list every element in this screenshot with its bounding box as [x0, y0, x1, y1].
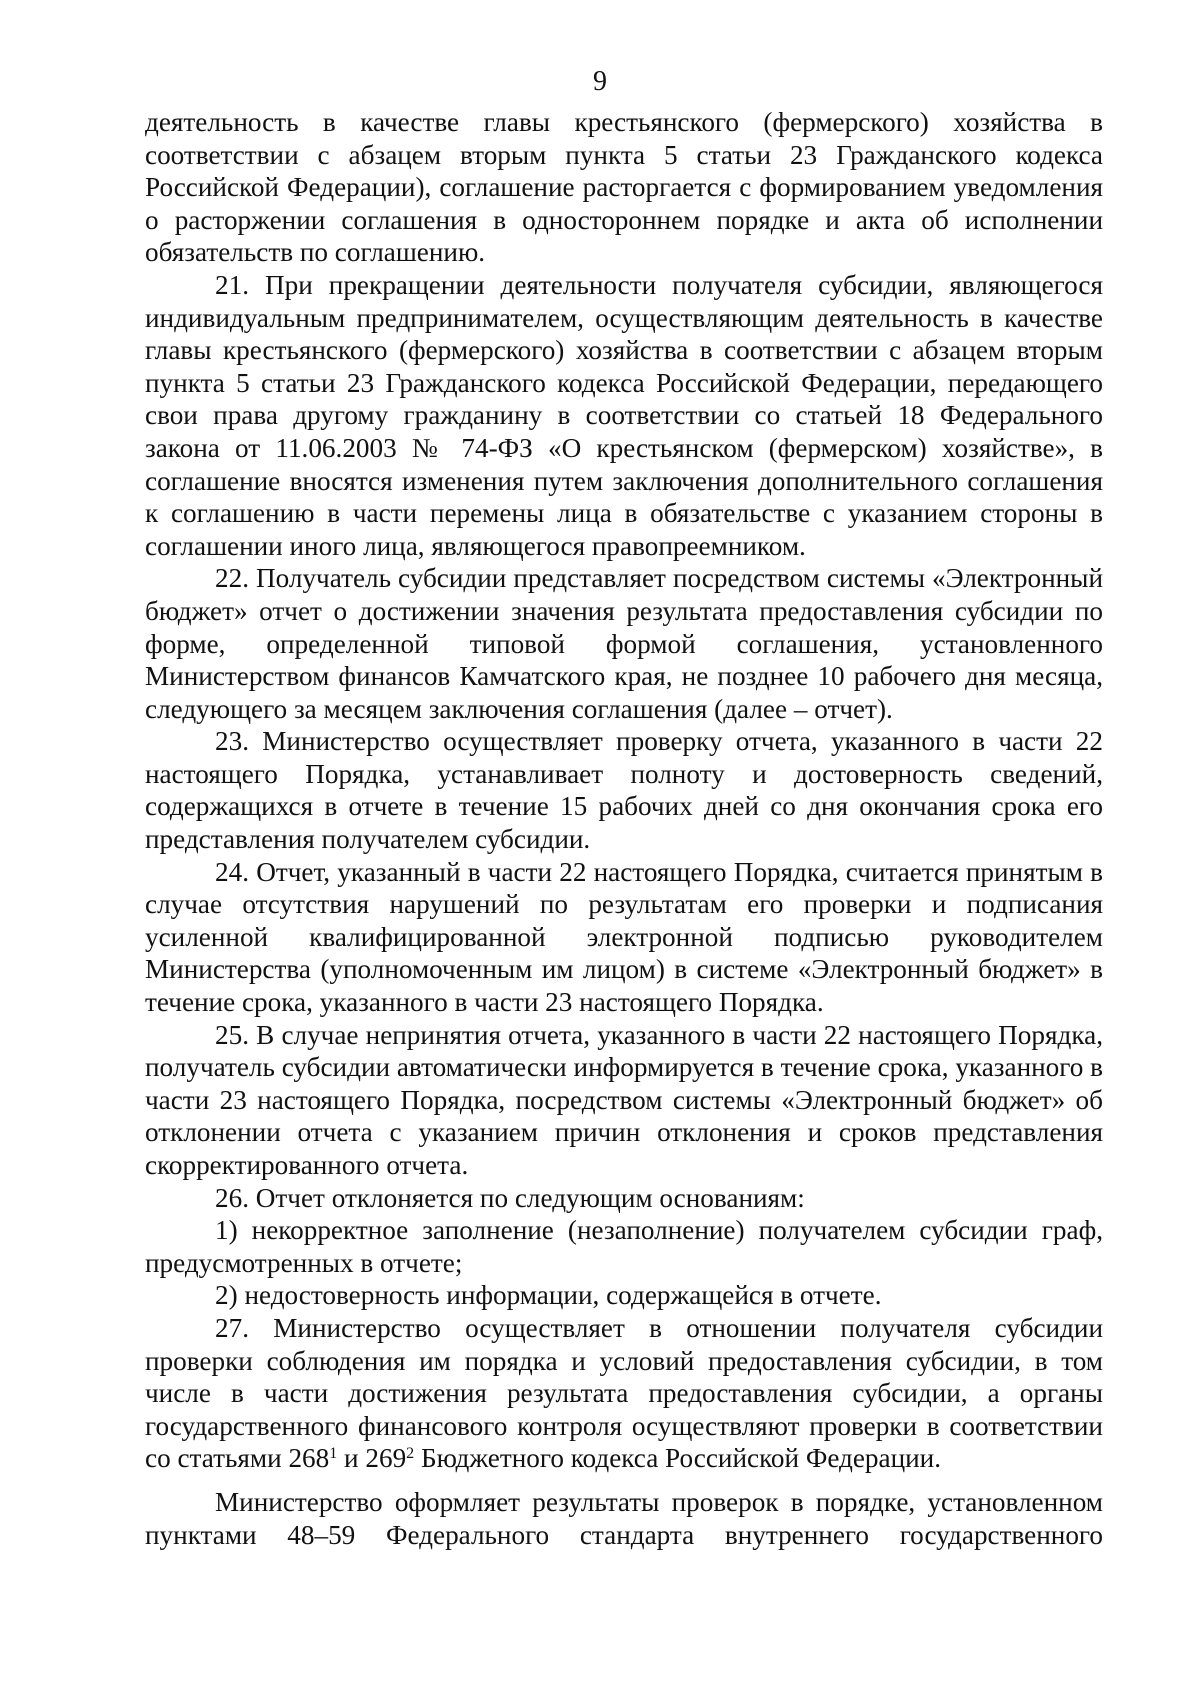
document-body	[145, 106, 1103, 1551]
page-number: 9	[593, 66, 607, 97]
paragraph-27-tail: Бюджетного кодекса Российской Федерации.	[414, 1443, 942, 1474]
paragraph-26-item-2: 2) недостоверность информации, содержащейся в отчете.	[215, 1280, 882, 1311]
paragraph-27	[145, 1312, 1103, 1475]
paragraph-26-item-1: 1) некорректное заполнение (незаполнение) получателем субсидии граф, предусмотренных в отчете;	[145, 1215, 1103, 1278]
paragraph-24: 24. Отчет, указанный в части 22 настоящего Порядка, считается принятым в случае отсутствия нарушений по результатам его проверки и подписания усиленной квалифицированной электронной подписью руководителем Министерства (уполномоченным им лицом) в системе «Электронный бюджет» в течение срока, указанного в части 23 настоящего Порядка.	[145, 856, 1103, 1018]
paragraph-27-mid: и 269	[337, 1443, 407, 1474]
paragraph-22: 22. Получатель субсидии представляет посредством системы «Электронный бюджет» отчет о достижении значения результата предоставления субсидии по форме, определенной типовой формой соглашения, установленного Министерством финансов Камчатского края, не позднее 10 рабочего дня месяца, следующего за месяцем заключения соглашения (далее – отчет).	[145, 563, 1103, 724]
paragraph-26: 26. Отчет отклоняется по следующим основаниям:	[215, 1182, 805, 1213]
superscript-2: 2	[406, 1445, 415, 1463]
paragraph-continuation: деятельность в качестве главы крестьянского (фермерского) хозяйства в соответствии с абзацем вторым пункта 5 статьи 23 Гражданского кодекса Российской Федерации), соглашение расторгается с формированием уведомления о расторжении соглашения в одностороннем порядке и акта об исполнении обязательств по соглашению.	[145, 107, 1103, 268]
paragraph-27-text: 27. Министерство осуществляет в отношении получателя субсидии проверки соблюдения им порядка и условий предоставления субсидии, в том числе в части достижения результата предоставления субсидии, а органы государственного финансового контроля осуществляют проверки в соответствии со статьями 268	[145, 1312, 1103, 1474]
paragraph-23: 23. Министерство осуществляет проверку отчета, указанного в части 22 настоящего Порядка, устанавливает полноту и достоверность сведений, содержащихся в отчете в течение 15 рабочих дней со дня окончания срока его представления получателем субсидии.	[145, 726, 1103, 855]
paragraph-21: 21. При прекращении деятельности получателя субсидии, являющегося индивидуальным предпринимателем, осуществляющим деятельность в качестве главы крестьянского (фермерского) хозяйства в соответствии с абзацем вторым пункта 5 статьи 23 Гражданского кодекса Российской Федерации, передающего свои права другому гражданину в соответствии со статьей 18 Федерального закона от 11.06.2003 № 74-ФЗ «О крестьянском (фермерском) хозяйстве», в соглашение вносятся изменения путем заключения дополнительного соглашения к соглашению в части перемены лица в обязательстве с указанием стороны в соглашении иного лица, являющегося правопреемником.	[145, 269, 1103, 561]
superscript-1: 1	[329, 1445, 338, 1463]
paragraph-25: 25. В случае непринятия отчета, указанного в части 22 настоящего Порядка, получатель субсидии автоматически информируется в течение срока, указанного в части 23 настоящего Порядка, посредством системы «Электронный бюджет» об отклонении отчета с указанием причин отклонения и сроков представления скорректированного отчета.	[145, 1019, 1103, 1180]
paragraph-ministry-results: Министерство оформляет результаты проверок в порядке, установленном пунктами 48–59 Федерального стандарта внутреннего государственного	[145, 1486, 1103, 1550]
